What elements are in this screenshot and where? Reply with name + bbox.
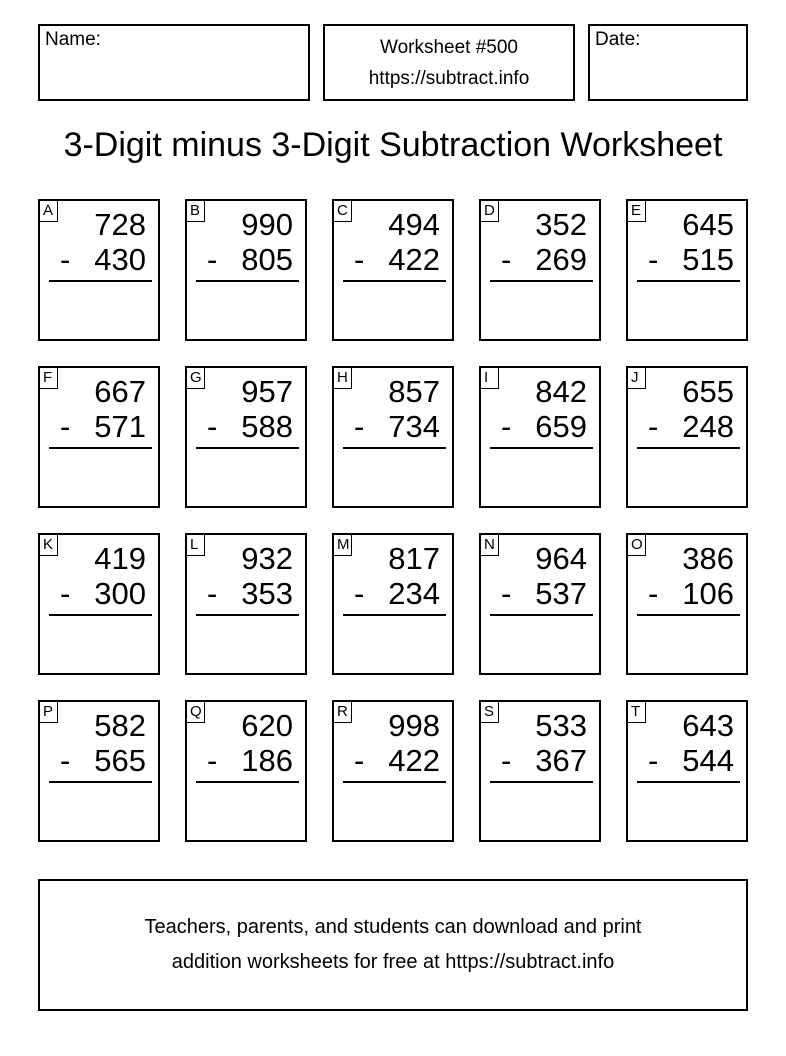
answer-line [49,614,152,616]
problem-card[interactable] [626,366,748,508]
answer-line [490,280,593,282]
problem-card[interactable] [38,366,160,508]
minus-sign: - [60,242,71,277]
problem-letter: A [40,201,58,222]
minus-sign: - [501,409,512,444]
minuend: 620 [241,708,293,743]
minuend: 957 [241,374,293,409]
date-label: Date: [595,29,641,50]
problem-letter: E [628,201,646,222]
subtrahend: 544 [682,743,734,778]
problem-card[interactable] [332,700,454,842]
minuend: 728 [94,207,146,242]
subtrahend: 537 [535,576,587,611]
minuend: 990 [241,207,293,242]
minus-sign: - [207,576,218,611]
minus-sign: - [648,242,659,277]
problem-card[interactable] [185,199,307,341]
answer-line [637,781,740,783]
footer-box [38,879,748,1011]
problem-letter: B [187,201,205,222]
minuend: 643 [682,708,734,743]
subtrahend: 588 [241,409,293,444]
subtrahend: 515 [682,242,734,277]
problem-card[interactable] [626,533,748,675]
worksheet-url[interactable]: https://subtract.info [368,67,530,89]
subtrahend: 422 [388,242,440,277]
problem-card[interactable] [332,533,454,675]
answer-line [49,447,152,449]
answer-line [49,280,152,282]
problem-card[interactable] [185,366,307,508]
minuend: 352 [535,207,587,242]
minus-sign: - [648,576,659,611]
minuend: 964 [535,541,587,576]
minus-sign: - [354,743,365,778]
problem-letter: O [628,535,646,556]
worksheet-info-box [323,24,575,101]
answer-line [490,614,593,616]
worksheet-title: 3-Digit minus 3-Digit Subtraction Worksheet [63,126,723,164]
answer-line [343,781,446,783]
subtrahend: 805 [241,242,293,277]
minuend: 998 [388,708,440,743]
problem-card[interactable] [626,199,748,341]
minuend: 932 [241,541,293,576]
minuend: 655 [682,374,734,409]
problem-card[interactable] [479,700,601,842]
problem-card[interactable] [332,366,454,508]
minus-sign: - [354,576,365,611]
answer-line [196,447,299,449]
problem-letter: I [481,368,499,389]
subtrahend: 367 [535,743,587,778]
problem-card[interactable] [185,700,307,842]
answer-line [490,447,593,449]
minus-sign: - [501,576,512,611]
answer-line [196,280,299,282]
subtrahend: 248 [682,409,734,444]
answer-line [49,781,152,783]
problem-letter: L [187,535,205,556]
minuend: 386 [682,541,734,576]
answer-line [637,280,740,282]
minus-sign: - [354,409,365,444]
problem-letter: H [334,368,352,389]
problem-card[interactable] [38,700,160,842]
minuend: 582 [94,708,146,743]
minuend: 645 [682,207,734,242]
worksheet-number: Worksheet #500 [379,36,518,58]
problem-card[interactable] [479,366,601,508]
subtrahend: 353 [241,576,293,611]
minuend: 817 [388,541,440,576]
answer-line [637,447,740,449]
minus-sign: - [207,409,218,444]
problem-card[interactable] [479,533,601,675]
minus-sign: - [648,409,659,444]
subtrahend: 659 [535,409,587,444]
subtrahend: 106 [682,576,734,611]
subtrahend: 234 [388,576,440,611]
problem-letter: G [187,368,205,389]
answer-line [343,614,446,616]
name-field[interactable] [38,24,310,101]
minus-sign: - [501,743,512,778]
subtrahend: 186 [241,743,293,778]
minus-sign: - [60,576,71,611]
name-label: Name: [45,29,101,50]
problem-card[interactable] [479,199,601,341]
problem-letter: F [40,368,58,389]
problem-card[interactable] [626,700,748,842]
answer-line [196,781,299,783]
minus-sign: - [207,743,218,778]
subtrahend: 269 [535,242,587,277]
minuend: 857 [388,374,440,409]
problem-letter: R [334,702,352,723]
minus-sign: - [501,242,512,277]
minuend: 419 [94,541,146,576]
minus-sign: - [648,743,659,778]
problem-card[interactable] [38,533,160,675]
problem-card[interactable] [38,199,160,341]
minuend: 533 [535,708,587,743]
subtrahend: 571 [94,409,146,444]
minuend: 667 [94,374,146,409]
minus-sign: - [354,242,365,277]
footer-line-2: addition worksheets for free at https://subtract.info [171,951,615,973]
answer-line [343,280,446,282]
problem-letter: N [481,535,499,556]
subtrahend: 430 [94,242,146,277]
problem-letter: D [481,201,499,222]
subtrahend: 734 [388,409,440,444]
subtrahend: 300 [94,576,146,611]
problem-letter: P [40,702,58,723]
problem-letter: C [334,201,352,222]
subtrahend: 565 [94,743,146,778]
minus-sign: - [60,409,71,444]
answer-line [196,614,299,616]
minuend: 842 [535,374,587,409]
minuend: 494 [388,207,440,242]
problem-card[interactable] [185,533,307,675]
subtrahend: 422 [388,743,440,778]
footer-line-1: Teachers, parents, and students can download and print [144,916,642,938]
answer-line [343,447,446,449]
problem-letter: S [481,702,499,723]
problem-letter: K [40,535,58,556]
answer-line [490,781,593,783]
problem-letter: T [628,702,646,723]
problem-letter: Q [187,702,205,723]
problem-letter: J [628,368,646,389]
problem-letter: M [334,535,352,556]
minus-sign: - [60,743,71,778]
minus-sign: - [207,242,218,277]
problem-card[interactable] [332,199,454,341]
date-field[interactable] [588,24,748,101]
answer-line [637,614,740,616]
